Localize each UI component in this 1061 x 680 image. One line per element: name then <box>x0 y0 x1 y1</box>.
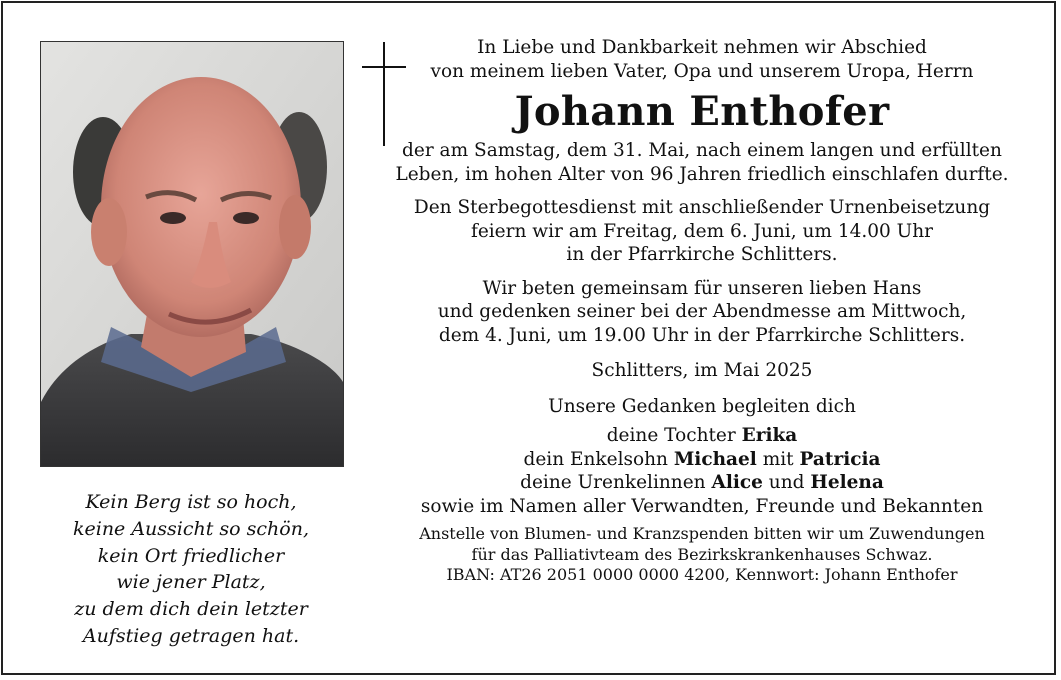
poem-line: wie jener Platz, <box>116 571 266 594</box>
obituary-card <box>1 1 1056 675</box>
donation-line: für das Palliativteam des Bezirkskrankenhauses Schwaz. <box>471 544 933 564</box>
mourner-name: Helena <box>810 472 884 493</box>
poem <box>40 489 342 650</box>
mourner-prefix: dein Enkelsohn <box>523 448 674 470</box>
funeral-line: Den Sterbegottesdienst mit anschließender Urnenbeisetzung <box>413 197 991 218</box>
place-date: Schlitters, im Mai 2025 <box>591 360 813 381</box>
mourner-name: Alice <box>711 472 763 493</box>
poem-line: kein Ort friedlicher <box>97 544 285 567</box>
poem-line: zu dem dich dein letzter <box>74 598 308 621</box>
mourner-grandson-line <box>388 448 1016 472</box>
obituary-text <box>388 36 1016 586</box>
death-notice-line: der am Samstag, dem 31. Mai, nach einem langen und erfüllten <box>402 140 1002 161</box>
intro-line: von meinem lieben Vater, Opa und unserem Uropa, Herrn <box>430 60 974 82</box>
mourner-daughter-line <box>388 424 1016 448</box>
mourners-intro: Unsere Gedanken begleiten dich <box>548 395 856 417</box>
mourner-relatives-line: sowie im Namen aller Verwandten, Freunde und Bekannten <box>420 495 984 517</box>
mourner-name: Patricia <box>799 448 881 470</box>
portrait-photo <box>40 41 344 467</box>
mourner-prefix: deine Tochter <box>606 425 742 446</box>
donation-iban: IBAN: AT26 2051 0000 0000 4200, Kennwort: Johann Enthofer <box>446 565 958 584</box>
mourner-name: Erika <box>741 425 798 446</box>
funeral-line: in der Pfarrkirche Schlitters. <box>566 244 838 265</box>
intro-line: In Liebe und Dankbarkeit nehmen wir Abschied <box>477 37 927 58</box>
mass-line: und gedenken seiner bei der Abendmesse am Mittwoch, <box>437 301 967 322</box>
mourner-connector: mit <box>756 448 800 470</box>
mourner-great-grandchildren-line <box>388 471 1016 495</box>
deceased-name: Johann Enthofer <box>514 88 890 135</box>
death-notice-line: Leben, im hohen Alter von 96 Jahren friedlich einschlafen durfte. <box>395 163 1009 185</box>
poem-line: Kein Berg ist so hoch, <box>85 491 297 513</box>
poem-line: keine Aussicht so schön, <box>72 517 309 540</box>
donation-line: Anstelle von Blumen- und Kranzspenden bitten wir um Zuwendungen <box>419 524 985 543</box>
mourner-name: Michael <box>673 448 757 470</box>
mass-line: dem 4. Juni, um 19.00 Uhr in der Pfarrkirche Schlitters. <box>438 324 966 346</box>
funeral-line: feiern wir am Freitag, dem 6. Juni, um 14.00 Uhr <box>470 220 934 242</box>
mourner-prefix: deine Urenkelinnen <box>520 472 712 493</box>
mass-line: Wir beten gemeinsam für unseren lieben Hans <box>482 277 922 299</box>
poem-line: Aufstieg getragen hat. <box>82 624 300 647</box>
mourner-connector: und <box>762 472 811 493</box>
